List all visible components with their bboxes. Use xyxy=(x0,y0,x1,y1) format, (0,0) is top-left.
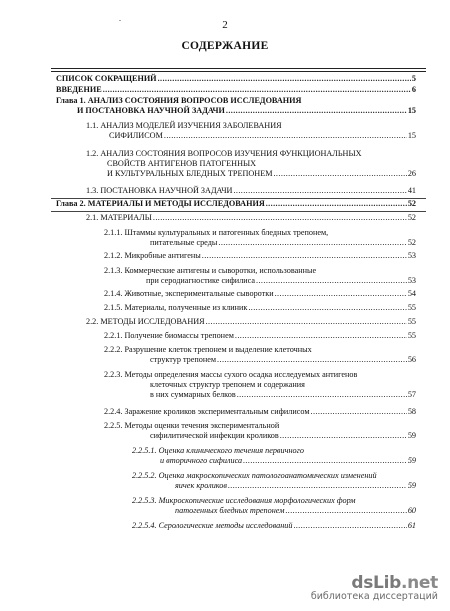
toc-entry-text: при серодиагностике сифилиса xyxy=(146,276,256,285)
toc-entry[interactable] xyxy=(104,370,416,400)
toc-page-number: 53 xyxy=(407,276,416,285)
toc-entry-line xyxy=(104,390,416,400)
toc-entry-text: 1.3. ПОСТАНОВКА НАУЧНОЙ ЗАДАЧИ xyxy=(86,186,233,195)
toc-page-number: 52 xyxy=(407,238,416,247)
toc-dot-leader xyxy=(256,276,407,286)
toc-entry-line xyxy=(86,159,416,169)
toc-dot-leader xyxy=(153,213,407,223)
toc-entry-line xyxy=(56,74,416,84)
toc-dot-leader xyxy=(237,390,407,400)
watermark-logo-text: dsLib xyxy=(351,573,401,593)
toc-page-number: 56 xyxy=(407,355,416,364)
watermark-logo xyxy=(311,573,438,593)
toc-entry[interactable] xyxy=(104,289,416,299)
toc-page-number: 54 xyxy=(407,289,416,298)
toc-dot-leader xyxy=(206,317,407,327)
toc-page-number: 58 xyxy=(407,407,416,416)
toc-entry-line xyxy=(104,431,416,441)
toc-entry-text: в них суммарных белков xyxy=(150,390,236,399)
toc-entry-line xyxy=(132,506,416,516)
toc-entry-line xyxy=(86,169,416,179)
toc-entry-line xyxy=(132,446,416,456)
toc-entry-text: 2.1.4. Животные, экспериментальные сыворотки xyxy=(104,289,274,298)
toc-entry-text: СВОЙСТВ АНТИГЕНОВ ПАТОГЕННЫХ xyxy=(107,159,257,168)
toc-dot-leader xyxy=(248,303,406,313)
toc-dot-leader xyxy=(226,106,407,116)
toc-entry[interactable] xyxy=(104,421,416,441)
toc-dot-leader xyxy=(311,407,407,417)
toc-entry-text: ВВЕДЕНИЕ xyxy=(56,85,102,94)
toc-page-number: 55 xyxy=(407,331,416,340)
toc-entry-line xyxy=(104,238,416,248)
toc-page-number: 53 xyxy=(407,251,416,260)
toc-entry-line xyxy=(86,149,416,159)
toc-dot-leader xyxy=(235,331,407,341)
toc-entry-line xyxy=(104,345,416,355)
toc-entry-text: 2.2.1. Получение биомассы трепонем xyxy=(104,331,234,340)
toc-page-number: 55 xyxy=(407,317,416,326)
toc-title: СОДЕРЖАНИЕ xyxy=(181,40,269,52)
toc-dot-leader xyxy=(218,238,406,248)
toc-entry[interactable] xyxy=(104,303,416,313)
toc-entry[interactable] xyxy=(104,266,416,286)
toc-dot-leader xyxy=(202,251,407,261)
toc-entry[interactable] xyxy=(56,74,416,84)
toc-page-number: 60 xyxy=(407,506,416,515)
toc-entry-text: 2.2.5.2. Оценка макроскопических патологоанатомических изменений xyxy=(132,471,377,480)
toc-entry-line xyxy=(104,228,416,238)
toc-dot-leader xyxy=(273,169,406,179)
toc-entry-line xyxy=(104,407,416,417)
toc-page-number: 57 xyxy=(407,390,416,399)
watermark-subtitle: библиотека диссертаций xyxy=(310,591,438,602)
toc-page-number: 15 xyxy=(407,106,416,115)
toc-entry-text: структур трепонем xyxy=(150,355,217,364)
toc-entry-line xyxy=(104,266,416,276)
toc-entry-text: 2.1.3. Коммерческие антигены и сыворотки, использованные xyxy=(104,266,317,275)
toc-entry-line xyxy=(104,303,416,313)
toc-entry-line xyxy=(104,370,416,380)
toc-page-number: 59 xyxy=(407,481,416,490)
toc-page-number: 52 xyxy=(407,199,416,208)
toc-page-number: 59 xyxy=(407,431,416,440)
toc-rule xyxy=(51,68,426,69)
toc-entry[interactable] xyxy=(132,496,416,516)
toc-entry-line xyxy=(132,481,416,491)
toc-dot-leader xyxy=(164,131,407,141)
toc-dot-leader xyxy=(233,186,406,196)
toc-entry-line xyxy=(104,380,416,390)
toc-rule xyxy=(51,211,426,212)
toc-entry[interactable] xyxy=(132,471,416,491)
toc-entry-line xyxy=(104,355,416,365)
toc-dot-leader xyxy=(243,456,407,466)
toc-page-number: 52 xyxy=(407,213,416,222)
toc-entry-text: 2.2.5. Методы оценки течения экспериментальной xyxy=(104,421,280,430)
watermark-logo-tld: .net xyxy=(400,573,438,593)
toc-dot-leader xyxy=(294,521,407,531)
toc-entry[interactable] xyxy=(104,251,416,261)
stray-mark: . xyxy=(119,14,121,23)
toc-rule xyxy=(51,71,426,72)
toc-dot-leader xyxy=(285,506,406,516)
toc-entry-text: 2.1.1. Штаммы культуральных и патогенных бледных трепонем, xyxy=(104,228,329,237)
toc-entry-text: 2.2.3. Методы определения массы сухого осадка исследуемых антигенов xyxy=(104,370,358,379)
toc-entry-text: 2.2.2. Разрушение клеток трепонем и выделение клеточных xyxy=(104,345,312,354)
toc-entry[interactable] xyxy=(86,213,416,223)
toc-page-number: 55 xyxy=(407,303,416,312)
toc-entry-line xyxy=(104,289,416,299)
toc-entry-text: питательные среды xyxy=(150,238,218,247)
toc-entry-text: патогенных бледных трепонем xyxy=(175,506,285,515)
toc-page-number: 59 xyxy=(407,456,416,465)
toc-entry[interactable] xyxy=(132,446,416,466)
toc-entry-text: 2.2.5.3. Микроскопические исследования морфологических форм xyxy=(132,496,356,505)
toc-entry[interactable] xyxy=(86,317,416,327)
toc-entry-text: 2.2.4. Заражение кроликов экспериментальным сифилисом xyxy=(104,407,310,416)
toc-entry-text: Глава 2. МАТЕРИАЛЫ И МЕТОДЫ ИССЛЕДОВАНИЯ xyxy=(56,199,265,208)
toc-entry[interactable] xyxy=(56,199,416,209)
toc-entry-line xyxy=(86,186,416,196)
toc-entry-text: И ПОСТАНОВКА НАУЧНОЙ ЗАДАЧИ xyxy=(77,106,225,115)
toc-entry[interactable] xyxy=(104,331,416,341)
toc-entry-line xyxy=(56,85,416,95)
toc-entry[interactable] xyxy=(104,345,416,365)
toc-entry-text: 2.2.5.1. Оценка клинического течения первичного xyxy=(132,446,304,455)
toc-entry-line xyxy=(104,421,416,431)
toc-entry-line xyxy=(56,106,416,116)
toc-page-number: 41 xyxy=(407,186,416,195)
toc-dot-leader xyxy=(266,199,407,209)
toc-entry-line xyxy=(56,96,416,106)
page-number: 2 xyxy=(222,19,228,31)
toc-entry-line xyxy=(104,251,416,261)
toc-dot-leader xyxy=(103,85,411,95)
toc-entry-text: 2.1.2. Микробные антигены xyxy=(104,251,201,260)
toc-entry-line xyxy=(104,331,416,341)
toc-entry-text: И КУЛЬТУРАЛЬНЫХ БЛЕДНЫХ ТРЕПОНЕМ xyxy=(107,169,273,178)
toc-dot-leader xyxy=(158,74,411,84)
toc-entry-text: СИФИЛИСОМ xyxy=(109,131,163,140)
toc-entry[interactable] xyxy=(86,149,416,179)
toc-page-number: 5 xyxy=(411,74,416,83)
toc-entry-line xyxy=(56,199,416,209)
toc-entry[interactable] xyxy=(56,85,416,95)
toc-entry-line xyxy=(132,456,416,466)
toc-entry-line xyxy=(86,121,416,131)
toc-entry[interactable] xyxy=(56,96,416,116)
toc-entry-text: яичек кроликов xyxy=(175,481,227,490)
toc-entry-line xyxy=(104,276,416,286)
toc-entry-text: Глава 1. АНАЛИЗ СОСТОЯНИЯ ВОПРОСОВ ИССЛЕДОВАНИЯ xyxy=(56,96,302,105)
toc-entry-text: 2.2. МЕТОДЫ ИССЛЕДОВАНИЯ xyxy=(86,317,205,326)
toc-entry[interactable] xyxy=(104,407,416,417)
toc-entry[interactable] xyxy=(86,186,416,196)
toc-entry-text: 2.1.5. Материалы, полученные из клиник xyxy=(104,303,248,312)
toc-entry-line xyxy=(86,131,416,141)
toc-entry-text: СПИСОК СОКРАЩЕНИЙ xyxy=(56,74,157,83)
toc-page-number: 15 xyxy=(407,131,416,140)
toc-entry-text: и вторичного сифилиса xyxy=(160,456,243,465)
toc-entry-text: 1.1. АНАЛИЗ МОДЕЛЕЙ ИЗУЧЕНИЯ ЗАБОЛЕВАНИЯ xyxy=(86,121,282,130)
watermark xyxy=(311,573,438,602)
toc-entry-line xyxy=(132,471,416,481)
toc-dot-leader xyxy=(275,289,407,299)
toc-entry[interactable] xyxy=(86,121,416,141)
toc-entry-line xyxy=(86,213,416,223)
toc-page-number: 26 xyxy=(407,169,416,178)
toc-page-number: 61 xyxy=(407,521,416,530)
toc-dot-leader xyxy=(217,355,407,365)
toc-dot-leader xyxy=(280,431,407,441)
toc-entry[interactable] xyxy=(104,228,416,248)
toc-entry-line xyxy=(132,496,416,506)
toc-entry-text: 1.2. АНАЛИЗ СОСТОЯНИЯ ВОПРОСОВ ИЗУЧЕНИЯ ФУНКЦИОНАЛЬНЫХ xyxy=(86,149,362,158)
toc-entry-line xyxy=(86,317,416,327)
toc-entry-text: сифилитической инфекции кроликов xyxy=(150,431,279,440)
toc-entry-text: 2.1. МАТЕРИАЛЫ xyxy=(86,213,152,222)
toc-entry[interactable] xyxy=(132,521,416,531)
toc-entry-text: клеточных структур трепонем и содержания xyxy=(150,380,305,389)
toc-entry-text: 2.2.5.4. Серологические методы исследований xyxy=(132,521,293,530)
toc-dot-leader xyxy=(228,481,407,491)
toc-page-number: 6 xyxy=(411,85,416,94)
toc-entry-line xyxy=(132,521,416,531)
